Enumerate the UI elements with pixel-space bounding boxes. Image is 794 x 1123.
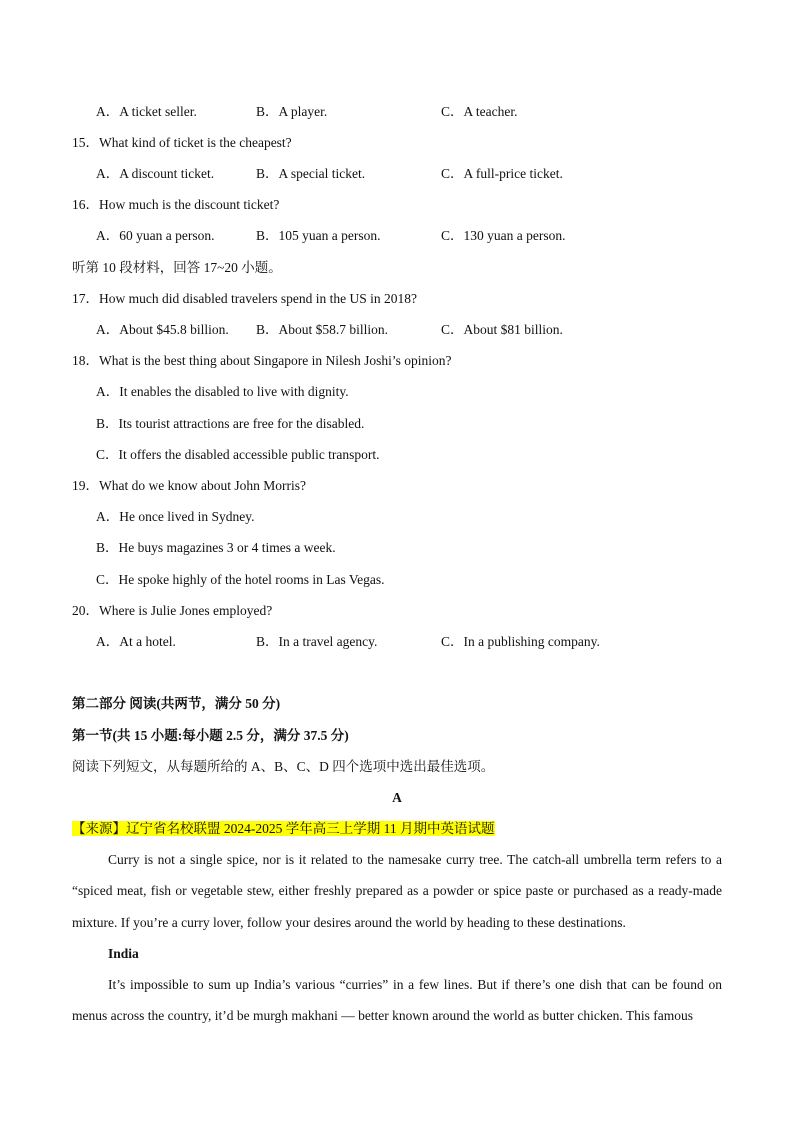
source-line: [72, 820, 495, 838]
section1-title: 第一节(共 15 小题:每小题 2.5 分，满分 37.5 分): [72, 728, 349, 743]
q16-option-a: A．60 yuan a person.: [96, 228, 215, 243]
q14-option-b: B．A player.: [256, 104, 328, 119]
q16-option-c: C．130 yuan a person.: [441, 228, 566, 243]
q17-option-b: B．About $58.7 billion.: [256, 322, 389, 337]
q14-option-c: C．A teacher.: [441, 104, 518, 119]
q14-option-a: A．A ticket seller.: [96, 104, 197, 119]
q19-option-c: C．He spoke highly of the hotel rooms in Las Vegas.: [96, 572, 385, 587]
source-highlight: 【来源】辽宁省名校联盟 2024-2025 学年高三上学期 11 月期中英语试题: [72, 821, 495, 836]
q19-stem: 19．What do we know about John Morris?: [72, 478, 306, 493]
q18-option-b: B．Its tourist attractions are free for the disabled.: [96, 416, 365, 431]
q15-option-b: B．A special ticket.: [256, 166, 366, 181]
q20-stem: 20．Where is Julie Jones employed?: [72, 603, 273, 618]
q15-option-c: C．A full-price ticket.: [441, 166, 563, 181]
q20-option-a: A．At a hotel.: [96, 634, 176, 649]
q20-option-c: C．In a publishing company.: [441, 634, 600, 649]
q16-stem: 16．How much is the discount ticket?: [72, 197, 280, 212]
q16-option-b: B．105 yuan a person.: [256, 228, 381, 243]
q17-option-c: C．About $81 billion.: [441, 322, 563, 337]
q15-stem: 15．What kind of ticket is the cheapest?: [72, 135, 292, 150]
q17-option-a: A．About $45.8 billion.: [96, 322, 229, 337]
q18-stem: 18．What is the best thing about Singapore in Nilesh Joshi’s opinion?: [72, 353, 452, 368]
q18-option-a: A．It enables the disabled to live with dignity.: [96, 384, 349, 399]
q18-option-c: C．It offers the disabled accessible public transport.: [96, 447, 380, 462]
reading-instruction: 阅读下列短文，从每题所给的 A、B、C、D 四个选项中选出最佳选项。: [72, 759, 495, 774]
q19-option-b: B．He buys magazines 3 or 4 times a week.: [96, 540, 336, 555]
listening-instruction: 听第 10 段材料，回答 17~20 小题。: [72, 260, 282, 275]
heading-india: India: [108, 946, 139, 961]
q17-stem: 17．How much did disabled travelers spend in the US in 2018?: [72, 291, 417, 306]
part2-title: 第二部分 阅读(共两节，满分 50 分): [72, 696, 281, 711]
passage-label: A: [392, 790, 402, 805]
q15-option-a: A．A discount ticket.: [96, 166, 215, 181]
q19-option-a: A．He once lived in Sydney.: [96, 509, 255, 524]
paragraph-1: Curry is not a single spice, nor is it related to the namesake curry tree. The catch-all umbrella term refers to a “spiced meat, fish or vegetable stew, either freshly prepared as a powder or spice paste or purchased as a ready-made mixture. If you’re a curry lover, follow your desires around the world by heading to these destinations.: [72, 852, 722, 930]
paragraph-2: It’s impossible to sum up India’s various “curries” in a few lines. But if there’s one dish that can be found on menus across the country, it’d be murgh makhani — better known around the world as butter chicken. This famous: [72, 977, 722, 1024]
q20-option-b: B．In a travel agency.: [256, 634, 378, 649]
